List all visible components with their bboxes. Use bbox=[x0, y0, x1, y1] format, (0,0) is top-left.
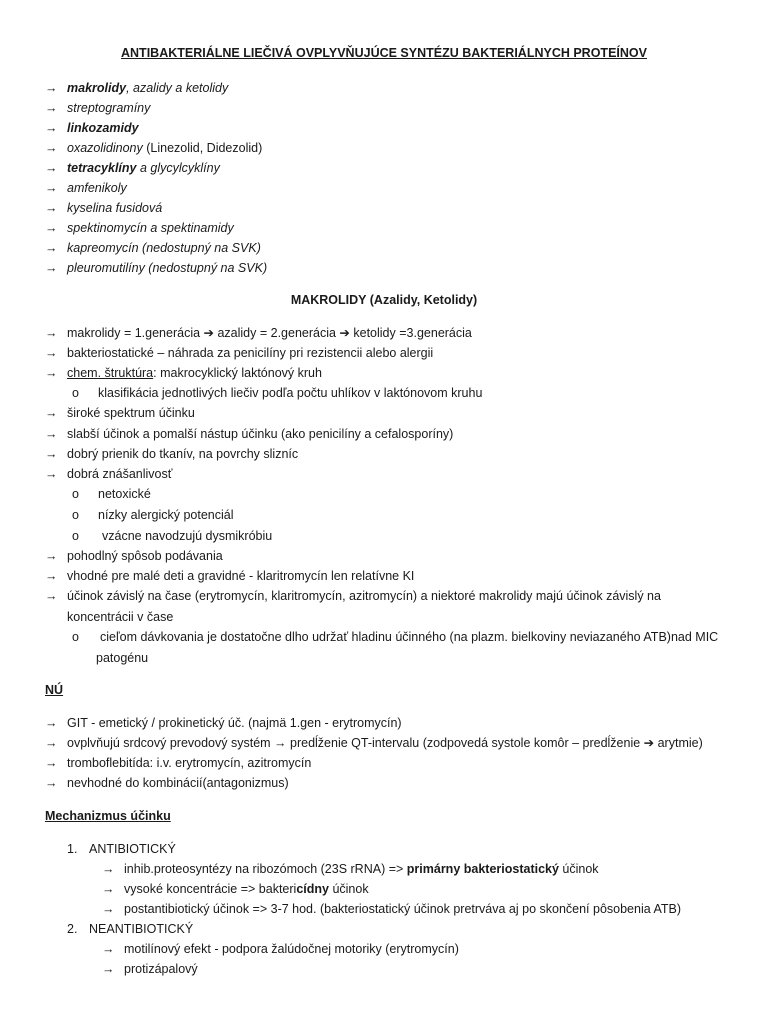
arrow-icon: → bbox=[45, 549, 58, 563]
list-item: → pleuromutilíny (nedostupný na SVK) bbox=[45, 261, 268, 275]
list-item: → amfenikoly bbox=[45, 181, 127, 195]
document-title: ANTIBAKTERIÁLNE LIEČIVÁ OVPLYVŇUJÚCE SYNTÉZU BAKTERIÁLNYCH PROTEÍNOV bbox=[121, 46, 647, 60]
arrow-icon: → bbox=[45, 569, 58, 583]
arrow-icon: → bbox=[45, 261, 58, 275]
list-item: → slabší účinok a pomalší nástup účinku (ako penicilíny a cefalosporíny) bbox=[45, 427, 454, 441]
list-item: → ovplvňujú srdcový prevodový systém → predĺženie QT-intervalu (zodpovedá systole komôr – predĺženie ➔ arytmie) bbox=[45, 736, 703, 750]
arrow-icon: → bbox=[45, 447, 58, 461]
arrow-icon: → bbox=[45, 589, 58, 603]
list-item: → chem. štruktúra: makrocyklický laktónový kruh bbox=[45, 366, 322, 380]
arrow-icon: → bbox=[45, 776, 58, 790]
numbered-item: 1. ANTIBIOTICKÝ bbox=[67, 842, 176, 856]
arrow-icon: → bbox=[45, 736, 58, 750]
bullet-icon: o bbox=[72, 630, 79, 644]
list-item: → oxazolidinony (Linezolid, Didezolid) bbox=[45, 141, 263, 155]
arrow-icon: → bbox=[45, 406, 58, 420]
arrow-icon: → bbox=[45, 366, 58, 380]
list-item: → streptogramíny bbox=[45, 101, 151, 115]
list-item: → inhib.proteosyntézy na ribozómoch (23S rRNA) => primárny bakteriostatický účinok bbox=[102, 862, 599, 876]
list-item: → bakteriostatické – náhrada za penicilíny pri rezistencii alebo alergii bbox=[45, 346, 434, 360]
arrow-icon: → bbox=[45, 467, 58, 481]
arrow-icon: → bbox=[102, 862, 115, 876]
list-item: → široké spektrum účinku bbox=[45, 406, 195, 420]
list-item: → postantibiotický účinok => 3-7 hod. (bakteriostatický účinok pretrváva aj po skončení pôsobenia ATB) bbox=[102, 902, 682, 916]
sub-list-item: o nízky alergický potenciál bbox=[72, 508, 234, 522]
arrow-icon: → bbox=[45, 101, 58, 115]
list-item: → makrolidy, azalidy a ketolidy bbox=[45, 81, 229, 95]
list-item: → kapreomycín (nedostupný na SVK) bbox=[45, 241, 261, 255]
arrow-icon: → bbox=[102, 902, 115, 916]
arrow-icon: → bbox=[45, 716, 58, 730]
list-item: → GIT - emetický / prokinetický úč. (najmä 1.gen - erytromycín) bbox=[45, 716, 402, 730]
sub-list-item: o klasifikácia jednotlivých liečiv podľa počtu uhlíkov v laktónovom kruhu bbox=[72, 386, 483, 400]
arrow-icon: → bbox=[45, 221, 58, 235]
sub-list-item: o vzácne navodzujú dysmikróbiu bbox=[72, 529, 273, 543]
list-item: → tetracyklíny a glycylcyklíny bbox=[45, 161, 220, 175]
arrow-icon: → bbox=[45, 346, 58, 360]
arrow-icon: → bbox=[45, 241, 58, 255]
list-item: → kyselina fusidová bbox=[45, 201, 163, 215]
list-item: → dobrá znášanlivosť bbox=[45, 467, 173, 481]
arrow-icon: → bbox=[102, 962, 115, 976]
list-item: → motilínový efekt - podpora žalúdočnej motoriky (erytromycín) bbox=[102, 942, 459, 956]
list-item: → protizápalový bbox=[102, 962, 198, 976]
bullet-icon: o bbox=[72, 529, 79, 543]
list-item: → nevhodné do kombinácií(antagonizmus) bbox=[45, 776, 289, 790]
arrow-icon: → bbox=[45, 141, 58, 155]
list-item: → tromboflebitída: i.v. erytromycín, azitromycín bbox=[45, 756, 312, 770]
numbered-item: 2. NEANTIBIOTICKÝ bbox=[67, 922, 194, 936]
sub-list-item: o cieľom dávkovania je dostatočne dlho udržať hladinu účinného (na plazm. bielkoviny neviazaného ATB)nad MIC bbox=[72, 630, 719, 644]
list-item-continuation: koncentrácii v čase bbox=[67, 610, 174, 624]
sub-list-item: o netoxické bbox=[72, 487, 151, 501]
arrow-icon: → bbox=[45, 161, 58, 175]
list-item: → spektinomycín a spektinamidy bbox=[45, 221, 234, 235]
list-item: → makrolidy = 1.generácia ➔ azalidy = 2.generácia ➔ ketolidy =3.generácia bbox=[45, 326, 472, 340]
arrow-icon: → bbox=[45, 427, 58, 441]
section-heading-nu: NÚ bbox=[45, 683, 64, 697]
bullet-icon: o bbox=[72, 386, 79, 400]
list-item: → linkozamidy bbox=[45, 121, 139, 135]
list-item: → dobrý prienik do tkanív, na povrchy slizníc bbox=[45, 447, 299, 461]
list-item: → účinok závislý na čase (erytromycín, klaritromycín, azitromycín) a niektoré makrolidy majú účinok závislý na bbox=[45, 589, 661, 603]
bullet-icon: o bbox=[72, 487, 79, 501]
list-item: → pohodlný spôsob podávania bbox=[45, 549, 223, 563]
sub-list-item-continuation: patogénu bbox=[96, 651, 149, 665]
bullet-icon: o bbox=[72, 508, 79, 522]
list-item: → vhodné pre malé deti a gravidné - klaritromycín len relatívne KI bbox=[45, 569, 415, 583]
arrow-icon: → bbox=[45, 756, 58, 770]
section-heading-mechanism: Mechanizmus účinku bbox=[45, 809, 171, 823]
arrow-icon: → bbox=[102, 942, 115, 956]
arrow-icon: → bbox=[45, 81, 58, 95]
arrow-icon: → bbox=[45, 181, 58, 195]
arrow-icon: → bbox=[45, 326, 58, 340]
arrow-icon: → bbox=[102, 882, 115, 896]
arrow-icon: → bbox=[45, 201, 58, 215]
arrow-icon: → bbox=[45, 121, 58, 135]
section-heading-makrolidy: MAKROLIDY (Azalidy, Ketolidy) bbox=[290, 293, 478, 307]
list-item: → vysoké koncentrácie => baktericídny účinok bbox=[102, 882, 369, 896]
